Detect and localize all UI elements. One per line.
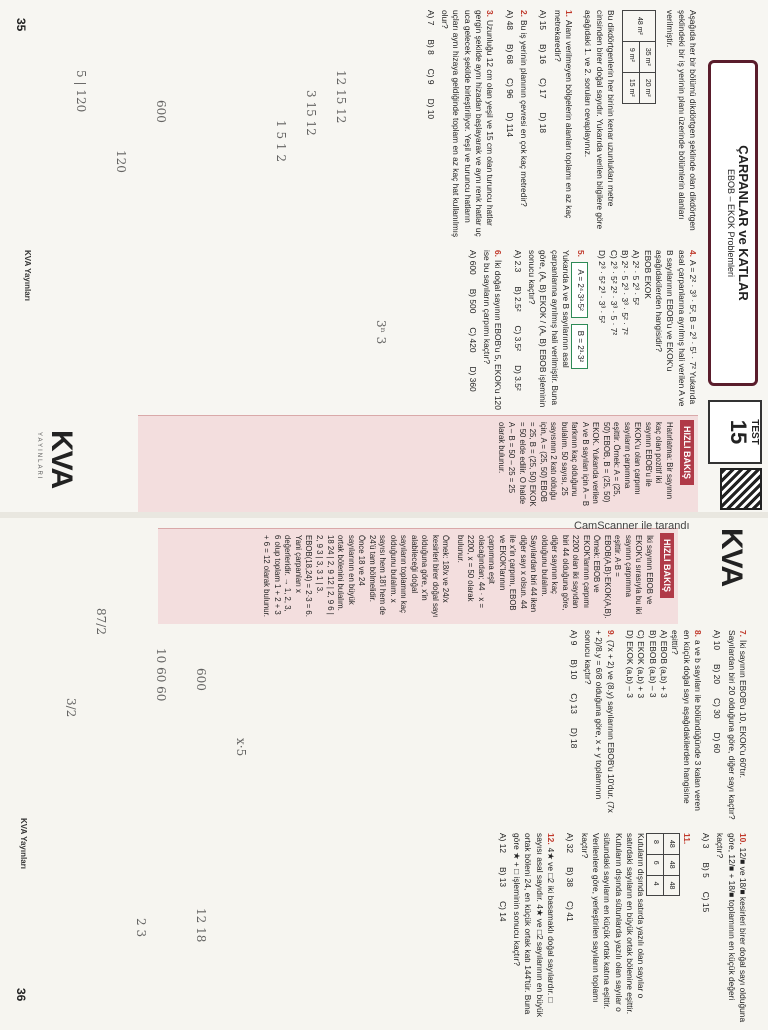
choice[interactable]: B) 8 bbox=[425, 39, 436, 55]
choice[interactable]: B) 13 bbox=[497, 867, 508, 888]
choice[interactable]: C) 3.5² bbox=[512, 325, 523, 352]
question-text: 4★ ve □2 iki basamaklı doğal sayılardır. □ sayısı asal sayıdır. 4★ ve □2 sayılarının en büyük ortak böleni 24, en küçük ortak katı 144'tür. Buna göre ★ + □ işleminin sonucu kaçtır? bbox=[511, 833, 556, 1017]
choice[interactable]: A) 15 bbox=[538, 10, 549, 31]
qr-code-icon bbox=[720, 468, 762, 510]
page-35 bbox=[0, 0, 768, 512]
choice[interactable]: B) 16 bbox=[538, 44, 549, 65]
quick-look-text: Hatırlatma: Bir sayının kaç olan pozitif iki sayının EBOB'u ile EKOK'u olan çarpımı sayıların çarpımına eşittir. Örnek: A = (25, 50) EBOB, B = (25, 50) EKOK. Yukarıda verilen A ve B sayıları için A – B farkının kaç olduğunu bulalım. 50 sayısı, 25 sayısının 2 katı olduğu için, A = (25, 50) EBOB = 25, B = (25, 50) EKOK = 50 elde edilir. O halde A – B = 50 – 25 = 25 olarak bulunur. bbox=[496, 422, 674, 507]
left-column bbox=[416, 10, 698, 240]
choices bbox=[424, 10, 435, 240]
quick-look-box bbox=[158, 528, 678, 624]
plan-cell: 48 m² bbox=[623, 11, 656, 42]
choice[interactable]: D) 114 bbox=[504, 112, 515, 138]
choice[interactable]: C) 420 bbox=[467, 327, 478, 353]
quick-look-title: HIZLI BAKIŞ bbox=[680, 420, 694, 485]
handwriting: 12 18 bbox=[194, 908, 208, 943]
choice[interactable]: B) 68 bbox=[504, 44, 515, 65]
plan-cell: 35 m² bbox=[639, 41, 655, 72]
choices bbox=[496, 833, 507, 1023]
intro-text: Aşağıda her bir bölümü dikdörtgen şeklinde olan dikdörtgen şeklindeki bir iş yerinin planı üzerinde bölümlerin alanları verilmiştir. bbox=[665, 10, 698, 231]
choice[interactable]: B) 10 bbox=[568, 659, 579, 680]
choice[interactable]: C) 14 bbox=[497, 901, 508, 922]
choice[interactable]: D) 10 bbox=[425, 98, 436, 120]
grid-cell: 4 bbox=[647, 875, 663, 896]
choices bbox=[711, 630, 722, 820]
question-text: 12/■ ve 18/■ kesirleri birer doğal sayı olduğuna göre, 12/■ + 18/■ toplamının en küçük değeri kaçtır? bbox=[715, 833, 748, 1023]
handwriting: 1 5 1 2 bbox=[274, 120, 288, 162]
page-number: 36 bbox=[14, 988, 28, 1002]
test-number: 15 bbox=[726, 419, 751, 445]
choice[interactable]: D) 60 bbox=[712, 732, 723, 754]
choice[interactable]: A) EBOB (a,b) + 3 bbox=[658, 630, 669, 698]
handwriting: 3ⁿ 3 bbox=[374, 320, 388, 345]
choice[interactable]: A) 32 bbox=[565, 833, 576, 854]
question-4: 4.A = 2² · 3³ · 5², B = 2³ · 5¹ · 7² Yukarıda asal çarpanlarına ayrılmış hali verilen A ve B sayılarının EBOB'u ve EKOK'u aşağıdakilerden hangisidir? EBOB EKOK A) 2² · 5 2³ · 5² B) 2² · 5 2³ · 3³ · 5² · 7² C) 2³ · 5² 2² · 3³ · 5 · 7² D) 2³ · 5² 2³ · 3³ · 5² bbox=[596, 250, 698, 410]
question-text: İki sayının EBOB'u 10, EKOK'u 60'tır. Sayılardan biri 20 olduğuna göre, diğer sayı kaçtır? bbox=[726, 630, 748, 820]
handwriting: 10 60 60 bbox=[154, 648, 168, 702]
scan-watermark: CamScanner ile tarandı bbox=[574, 520, 690, 532]
box-a: A = 2⁴·3³·5² bbox=[571, 262, 588, 317]
handwriting: 600 bbox=[194, 668, 208, 691]
choice[interactable]: B) EBOB (a,b) – 3 bbox=[647, 630, 658, 698]
plan-cell: 9 m² bbox=[623, 41, 639, 72]
handwriting: 3 15 12 bbox=[304, 90, 318, 136]
choice[interactable]: D) 18 bbox=[568, 727, 579, 749]
choice[interactable]: D) EKOK (a,b) – 3 bbox=[624, 630, 635, 698]
floor-plan-table bbox=[622, 10, 656, 104]
choices bbox=[503, 10, 514, 240]
choices bbox=[567, 630, 578, 820]
choice[interactable]: D) 18 bbox=[538, 112, 549, 134]
choice[interactable]: D) 360 bbox=[467, 366, 478, 392]
question-3: 3.Uzunluğu 12 cm olan yeşil ve 15 cm olan turuncu hatlar gergin şekilde aynı hizadan başlayarak ve aynı renk hatlar uç uca gelecek şekilde birleştiriliyor. Yeşil ve turuncu hatların uçları aynı hizaya geldiğinde toplam en az kaç hat kullanılmış olur? A) 7 B) 8 C) 9 D) 10 bbox=[424, 10, 495, 240]
quick-look-text-2: Örnek: 18/x ve 24/x kesirleri birer doğal sayı olduğuna göre, x'in alabileceği doğal sayıların toplamını kaç olduğunu bulalım. x sayısı hem 18'i hem de 24'ü tam bölmelidir. Önce 18 ve 24 sayılarının en büyük ortak bölenini bulalım. 18 24 | 2, 9 12 | 2, 9 6 | 2, 9 3 | 3, 3 1 | 3. EBOB(18,24) = 2·3 = 6. Yani çarpanları x değerleridir. → 1, 2, 3, 6 olup toplam 1 + 2 + 3 + 6 = 12 olarak bulunur. bbox=[262, 535, 451, 618]
choice[interactable]: B) 2.5² bbox=[512, 286, 523, 312]
choice[interactable]: D) 3.5² bbox=[512, 365, 523, 391]
chapter-subtitle: EBOB – EKOK Problemleri bbox=[726, 168, 736, 278]
right-column bbox=[488, 833, 748, 1023]
box-b: B = 2³·3² bbox=[571, 324, 588, 369]
choice[interactable]: B) 500 bbox=[467, 288, 478, 314]
plan-cell: 20 m² bbox=[639, 72, 655, 103]
choice[interactable]: A) 48 bbox=[504, 10, 515, 31]
test-badge bbox=[708, 400, 762, 464]
choice[interactable]: A) 3 bbox=[700, 833, 711, 849]
chapter-title: ÇARPANLAR ve KATLAR bbox=[736, 145, 751, 301]
question-10: 10.12/■ ve 18/■ kesirleri birer doğal sayı olduğuna göre, 12/■ + 18/■ toplamının en küçük değeri kaçtır? A) 3 B) 5 C) 15 bbox=[700, 833, 748, 1023]
grid-cell: 8 bbox=[647, 834, 663, 855]
table-row[interactable]: B) 2² · 5 2³ · 3³ · 5² · 7² bbox=[619, 250, 630, 335]
chapter-banner bbox=[708, 60, 758, 386]
choice[interactable]: A) 9 bbox=[568, 630, 579, 646]
question-text: a ve b sayıları ile bölündüğünde 3 kalan veren en küçük doğal sayı aşağıdakilerden hangisine eşittir? bbox=[670, 630, 703, 811]
quick-look-title: HIZLI BAKIŞ bbox=[660, 533, 674, 598]
question-text: Alanı verilmeyen bölgelerin alanları toplamı en az kaç metrekaredir? bbox=[552, 10, 575, 219]
table-row: EBOB EKOK bbox=[642, 250, 653, 299]
question-text: A = 2² · 3³ · 5², B = 2³ · 5¹ · 7² Yukarıda asal çarpanlarına ayrılmış hali verilen A ve B sayılarının EBOB'u ve EKOK'u aşağıdakilerden hangisidir? bbox=[653, 250, 698, 407]
grid-cell: 6 bbox=[647, 854, 663, 875]
question-1: 1.Alanı verilmeyen bölgelerin alanları toplamı en az kaç metrekaredir? A) 15 B) 16 C) 17 D) 18 bbox=[537, 10, 574, 240]
publisher-label: KVA Yayınları bbox=[19, 818, 28, 869]
choice[interactable]: A) 12 bbox=[497, 833, 508, 854]
intro-text-2: Bu dikdörtgenlerin her birinin kenar uzunlukları metre cinsinden birer doğal sayıdır. Yukarıda verilen bilgilere göre aşağıdaki 1. ve 2. soruları cevaplayınız. bbox=[583, 10, 617, 230]
quick-look-text: İki sayının EBOB ve EKOK'u sırasıyla bu iki sayının çarpımına eşittir. A·B = EBOB(A,B)·EKOK(A,B). Örnek: EBOB ve EKOK'larının çarpımı 2200 olan iki sayıdan biri 44 olduğuna göre, diğer sayının kaç olduğunu bulalım. Sayılardan biri 44 iken diğer sayı x olsun. 44 ile x'in çarpımı, EBOB ve EKOK'larının çarpımına eşit olacağından; 44 · x = 2200, x = 50 olarak bulunur. bbox=[455, 535, 654, 619]
choices bbox=[537, 10, 548, 240]
choices bbox=[700, 833, 711, 1023]
choice[interactable]: C) 13 bbox=[568, 693, 579, 714]
handwriting: 5 | 120 bbox=[74, 70, 88, 113]
question-6: 6.İki doğal sayının EBOB'u 5, EKOK'u 120 ise bu sayıların çarpımı kaçtır? A) 600 B) 500 C) 420 D) 360 bbox=[467, 250, 504, 410]
question-text: Yukarıda A ve B sayılarının asal çarpanlarına ayrılmış hali verilmiştir. Buna göre, (A, B) EKOK / (A, B) EBOB işleminin sonucu kaçtır? bbox=[527, 250, 572, 408]
question-text: Kutuların dışında satırda yazılı olan sayılar o satırdaki sayıların en büyük ortak bölenine eşittir. Kutuların dışında sütunlarda yazılı olan sayılar o sütundaki sayıların en küçük ortak katına eşittir. Verilenlere göre, yerleştirilen sayıların toplamı kaçtır? bbox=[579, 833, 647, 1015]
middle-column bbox=[559, 630, 748, 820]
question-text: İki doğal sayının EBOB'u 5, EKOK'u 120 ise bu sayıların çarpımı kaçtır? bbox=[482, 250, 504, 410]
question-2: 2.Bu iş yerinin planının çevresi en çok kaç metredir? A) 48 B) 68 C) 96 D) 114 bbox=[503, 10, 529, 240]
plan-cell: 15 m² bbox=[623, 72, 639, 103]
choice[interactable]: A) 2.3 bbox=[512, 250, 523, 273]
question-8: 8.a ve b sayıları ile bölündüğünde 3 kalan veren en küçük doğal sayı aşağıdakilerden hangisine eşittir? A) EBOB (a,b) + 3 B) EBOB (a,b) – 3 C) EKOK (a,b) + 3 D) EKOK (a,b) – 3 bbox=[624, 630, 703, 820]
choice[interactable]: A) 7 bbox=[425, 10, 436, 26]
handwriting: 120 bbox=[114, 150, 128, 173]
question-5: 5. A = 2⁴·3³·5²B = 2³·3² Yukarıda A ve B sayılarının asal çarpanlarına ayrılmış hali verilmiştir. Buna göre, (A, B) EKOK / (A, B) EBOB işleminin sonucu kaçtır? A) 2.3 B) 2.5² C) 3.5² D) 3.5² bbox=[511, 250, 588, 410]
publisher-label: KVA Yayınları bbox=[23, 250, 32, 301]
question-text: (7x + 2) ve (8.y) sayılarının EBOB'u 10'dur. (7x + 2)/8.y = 6/8 olduğuna göre, x + y toplamının sonucu kaçtır? bbox=[582, 630, 616, 813]
question-11: 11. 48 48 48 8 6 4 Kutuların dışında satırda yazılı olan sayılar o satırdaki sayıların en büyük ortak bölenine eşittir. Kutuların dışında sütunlarda yazılı olan sayılar o sütundaki sayıların en küçük ortak katına eşittir. Verilenlere göre, yerleştirilen sayıların toplamı kaçtır? A) 32 B) 38 C) 41 bbox=[564, 833, 692, 1023]
choice[interactable]: B) 38 bbox=[565, 867, 576, 888]
choice[interactable]: B) 5 bbox=[700, 862, 711, 878]
kva-logo: KVA bbox=[715, 528, 748, 587]
choice[interactable]: C) 9 bbox=[425, 68, 436, 85]
page-36 bbox=[0, 518, 768, 1030]
choice[interactable]: C) 30 bbox=[712, 698, 723, 719]
choices bbox=[511, 250, 522, 410]
quick-look-box bbox=[138, 415, 698, 512]
table-row[interactable]: C) 2³ · 5² 2² · 3³ · 5 · 7² bbox=[608, 250, 619, 336]
choice[interactable]: A) 10 bbox=[712, 630, 723, 651]
question-text: Uzunluğu 12 cm olan yeşil ve 15 cm olan turuncu hatlar gergin şekilde aynı hizadan başlayarak ve aynı renk hatlar uç uca gelecek şekilde birleştiriliyor. Yeşil ve turuncu hatların uçları aynı hizaya geldiğinde toplam en az kaç hat kullanılmış olur? bbox=[439, 10, 496, 238]
handwriting: 12 15 12 bbox=[334, 70, 348, 124]
choice[interactable]: B) 20 bbox=[712, 664, 723, 685]
grid-cell: 48 bbox=[663, 834, 679, 855]
handwriting: 2 3 bbox=[134, 918, 148, 938]
grid-cell: 48 bbox=[663, 875, 679, 896]
test-label: TEST bbox=[749, 419, 760, 445]
page-number: 35 bbox=[14, 18, 28, 32]
choices bbox=[564, 833, 575, 1023]
choice[interactable]: C) EKOK (a,b) + 3 bbox=[636, 630, 647, 699]
handwriting: 87/2 bbox=[94, 608, 108, 635]
middle-column bbox=[458, 250, 698, 410]
question-7: 7.İki sayının EBOB'u 10, EKOK'u 60'tır. Sayılardan biri 20 olduğuna göre, diğer sayı kaçtır? A) 10 B) 20 C) 30 D) 60 bbox=[712, 630, 748, 820]
choice[interactable]: C) 41 bbox=[565, 901, 576, 922]
choice[interactable]: A) 600 bbox=[467, 250, 478, 275]
table-row[interactable]: A) 2² · 5 2³ · 5² bbox=[631, 250, 642, 305]
handwriting: x·5 bbox=[234, 738, 248, 757]
kva-logo-sub: YAYINLARI bbox=[36, 432, 42, 481]
kva-logo: KVA bbox=[45, 430, 78, 489]
table-row[interactable]: D) 2³ · 5² 2³ · 3³ · 5² bbox=[597, 250, 608, 324]
grid-cell: 48 bbox=[663, 854, 679, 875]
choice[interactable]: C) 17 bbox=[538, 78, 549, 99]
choice[interactable]: C) 96 bbox=[504, 78, 515, 99]
handwriting: 3/2 bbox=[64, 698, 78, 718]
handwriting: 600 bbox=[154, 100, 168, 123]
choices bbox=[466, 250, 477, 410]
question-9: 9.(7x + 2) ve (8.y) sayılarının EBOB'u 10'dur. (7x + 2)/8.y = 6/8 olduğuna göre, x + y toplamının sonucu kaçtır? A) 9 B) 10 C) 13 D) 18 bbox=[567, 630, 615, 820]
choice[interactable]: C) 15 bbox=[700, 891, 711, 913]
question-text: Bu iş yerinin planının çevresi en çok kaç metredir? bbox=[519, 20, 530, 207]
ebob-grid bbox=[646, 833, 680, 896]
question-12: 12.4★ ve □2 iki basamaklı doğal sayılardır. □ sayısı asal sayıdır. 4★ ve □2 sayılarının en büyük ortak böleni 24, en küçük ortak katı 144'tür. Buna göre ★ + □ işleminin sonucu kaçtır? A) 12 B) 13 C) 14 bbox=[496, 833, 556, 1023]
ebob-ekok-table bbox=[596, 250, 653, 410]
